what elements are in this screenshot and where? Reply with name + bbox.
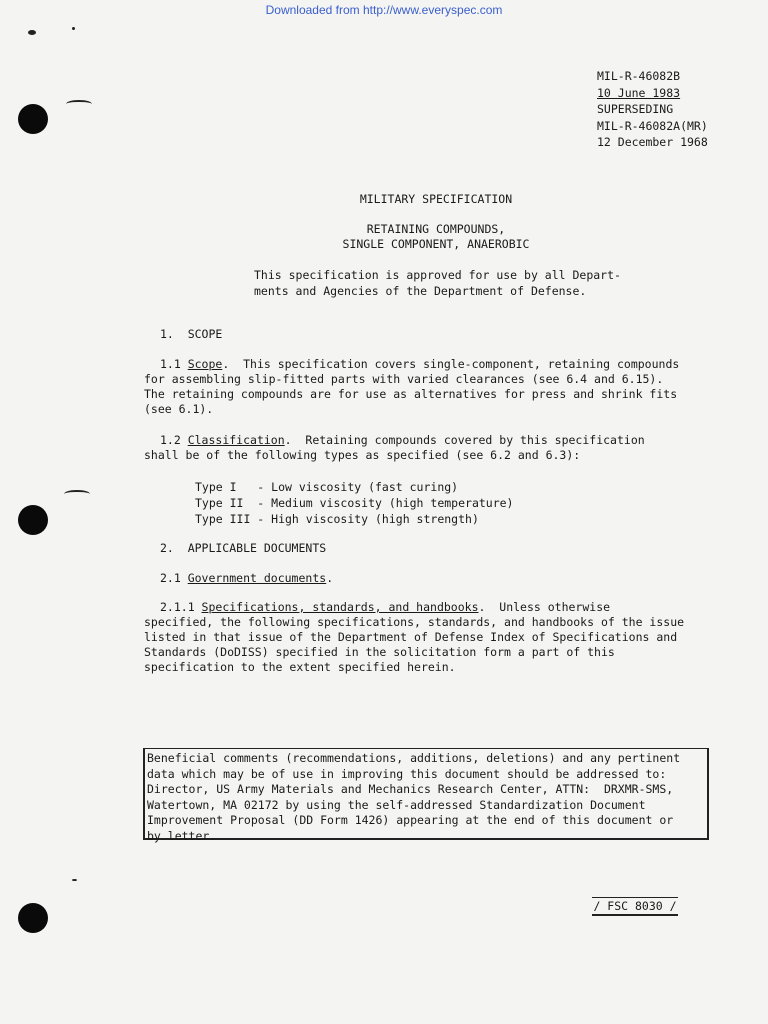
punch-hole [18, 104, 48, 134]
comment-line: data which may be of use in improving this document should be addressed to: [147, 766, 667, 781]
paragraph-title: Specifications, standards, and handbooks [201, 600, 479, 614]
approval-line: ments and Agencies of the Department of Defense. [254, 284, 587, 298]
paragraph-line: shall be of the following types as specified (see 6.2 and 6.3): [144, 448, 581, 462]
type-item: Type I - Low viscosity (fast curing) [195, 480, 459, 494]
spec-heading: MILITARY SPECIFICATION [359, 192, 513, 206]
scan-speck [28, 30, 36, 35]
type-item: Type II - Medium viscosity (high temperature) [195, 496, 514, 510]
paragraph-text: . Unless otherwise [478, 600, 611, 614]
spec-title-line1: RETAINING COMPOUNDS, [366, 222, 506, 236]
paragraph-2-1 [160, 571, 333, 585]
paragraph-line: for assembling slip-fitted parts with varied clearances (see 6.4 and 6.15). [144, 372, 664, 386]
comment-line: Improvement Proposal (DD Form 1426) appearing at the end of this document or [147, 813, 674, 827]
paragraph-line: specification to the extent specified herein. [144, 660, 456, 674]
paragraph-line: The retaining compounds are for use as alternatives for press and shrink fits [144, 387, 678, 401]
superseded-document-date: 12 December 1968 [597, 135, 708, 149]
beneficial-comments-box [143, 748, 709, 843]
scan-speck [72, 27, 75, 30]
document-date: 10 June 1983 [597, 85, 681, 100]
paragraph-number: 1.1 [160, 357, 188, 371]
paragraph-line: Standards (DoDISS) specified in the solicitation form a part of this [144, 645, 615, 659]
paragraph-line: (see 6.1). [144, 402, 214, 416]
paragraph-text: . This specification covers single-component, retaining compounds [222, 357, 680, 371]
comment-line: Watertown, MA 02172 by using the self-addressed Standardization Document [147, 797, 646, 812]
punch-hole [18, 903, 48, 933]
paragraph-1-2 [144, 433, 645, 463]
paragraph-number: 2.1.1 [160, 600, 202, 614]
fsc-code: / FSC 8030 / [592, 897, 678, 916]
paragraph-line: specified, the following specifications, standards, and handbooks of the issue [144, 615, 685, 629]
paragraph-title: Classification [187, 433, 285, 447]
comment-line: Beneficial comments (recommendations, additions, deletions) and any pertinent [147, 751, 681, 765]
section-2-heading: 2. APPLICABLE DOCUMENTS [160, 541, 327, 555]
section-1-heading: 1. SCOPE [160, 327, 223, 341]
document-identification [597, 68, 708, 151]
scan-mark [64, 490, 90, 498]
download-source-link[interactable]: Downloaded from http://www.everyspec.com [265, 3, 503, 17]
approval-statement [254, 267, 621, 299]
paragraph-title: Scope [187, 357, 223, 371]
paragraph-number: 1.2 [160, 433, 188, 447]
paragraph-text: . Retaining compounds covered by this specification [284, 433, 645, 447]
paragraph-title: Government documents [187, 571, 327, 585]
scan-mark [66, 100, 92, 108]
document-number: MIL-R-46082B [597, 69, 681, 83]
type-item: Type III - High viscosity (high strength) [195, 512, 479, 526]
punch-hole [18, 505, 48, 535]
superseding-label: SUPERSEDING [597, 102, 674, 116]
comment-line: by letter. [147, 828, 217, 843]
spec-title-line2: SINGLE COMPONENT, ANAEROBIC [342, 237, 530, 251]
approval-line: This specification is approved for use by all Depart- [254, 268, 621, 282]
paragraph-1-1 [144, 357, 680, 417]
paragraph-number: 2.1 [160, 571, 188, 585]
type-list [195, 479, 514, 527]
superseded-document-number: MIL-R-46082A(MR) [597, 118, 708, 133]
comment-line: Director, US Army Materials and Mechanics Research Center, ATTN: DRXMR-SMS, [147, 782, 674, 796]
paragraph-2-1-1 [144, 600, 684, 675]
paragraph-text: . [326, 571, 334, 585]
paragraph-line: listed in that issue of the Department of Defense Index of Specifications and [144, 630, 678, 644]
scan-speck [72, 879, 77, 881]
